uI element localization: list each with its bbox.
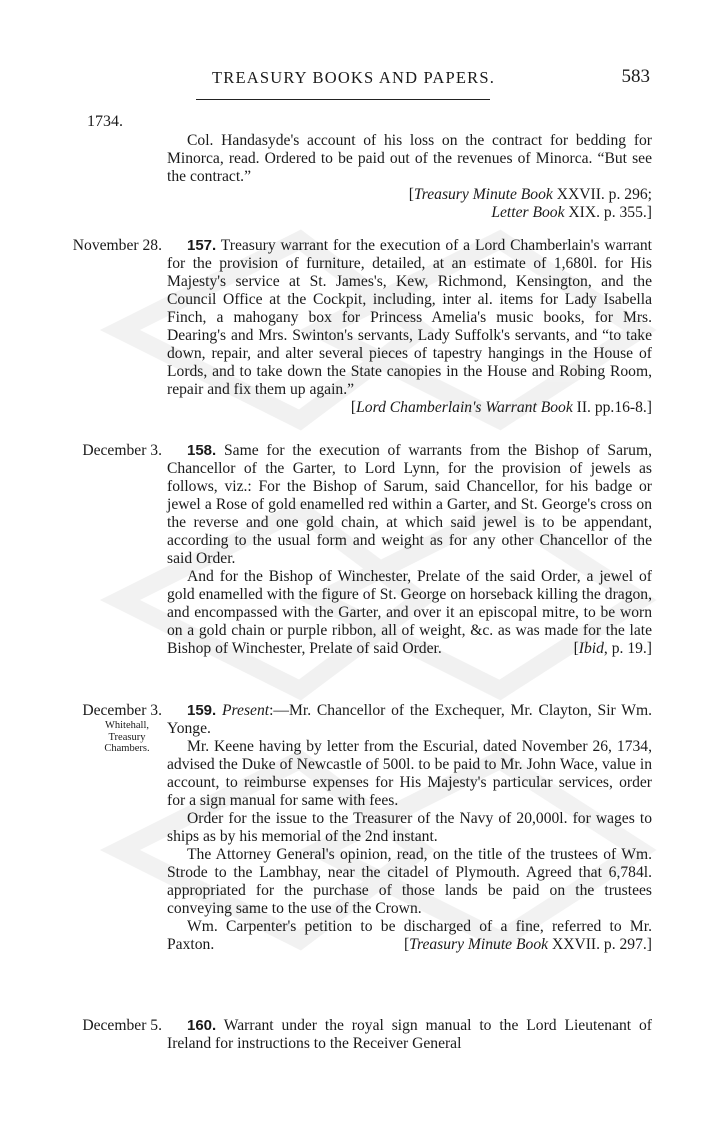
entry-number: 157. — [187, 237, 217, 254]
source-reference: [Treasury Minute Book XXVII. p. 296; — [408, 186, 652, 203]
entry-body — [167, 1017, 652, 1053]
entry-body — [167, 702, 652, 954]
paragraph: 157. Treasury warrant for the execution of a Lord Chamberlain's warrant for the provision of furniture, detailed, at an estimate of 1,680l. for His Majesty's service at St. James's, Kew, Richmond, Kensington, and the Council Office at the Cockpit, including, inter al. items for Lady Isabella Finch, a mahogany box for Princess Amelia's music books, for Mrs. Dearing's and Mrs. Swinton's servants, Lady Suffolk's servants, and “to take down, repair, and alter several pieces of tapestry hangings in the House of Lords, and to take down the State canopies in the House and Robing Room, repair and fix them up again.” — [167, 237, 653, 398]
header-rule — [196, 99, 490, 100]
page-header — [0, 66, 720, 94]
paragraph: The Attorney General's opinion, read, on the title of the trustees of Wm. Strode to the Lambhay, near the citadel of Plymouth. Agreed that 6,784l. appropriated for the purchase of those lands be paid on the trustees conveying same to the use of the Crown. — [167, 846, 652, 917]
source-title: Ibid — [578, 640, 604, 657]
entry-date: December 3. — [82, 442, 162, 459]
entry-date: November 28. — [72, 237, 162, 254]
running-title: TREASURY BOOKS AND PAPERS. — [212, 68, 496, 87]
paragraph: 158. Same for the execution of warrants from the Bishop of Sarum, Chancellor of the Garter, to Lord Lynn, for the provision of jewels as follows, viz.: For the Bishop of Sarum, said Chancellor, for his badge or jewel a Rose of gold enamelled red within a Garter, and St. George's cross on the reverse and one gold chain, at which said jewel is to be appendant, according to the usual form and weight as for any other Chancellor of the said Order. — [167, 442, 653, 567]
source-reference: Letter Book XIX. p. 355.] — [491, 204, 652, 221]
source-reference: [Treasury Minute Book XXVII. p. 297.] — [403, 936, 652, 953]
paragraph: 160. Warrant under the royal sign manual to the Lord Lieutenant of Ireland for instructions to the Receiver General — [167, 1017, 652, 1052]
entry-body — [167, 237, 652, 417]
source-title: Treasury Minute Book — [409, 936, 549, 953]
source-reference: [Ibid, p. 19.] — [573, 640, 652, 657]
paragraph: Wm. Carpenter's petition to be discharged of a fine, referred to Mr. Paxton. [Treasury Minute Book XXVII. p. 297.] — [167, 918, 652, 953]
page-number: 583 — [621, 66, 650, 87]
entry-date: December 3. Whitehall, Treasury Chambers. — [82, 702, 162, 754]
entry-body — [167, 132, 652, 222]
source-title: Treasury Minute Book — [413, 186, 553, 203]
paragraph: 159. Present:—Mr. Chancellor of the Exchequer, Mr. Clayton, Sir Wm. Yonge. — [167, 702, 652, 737]
source-title: Letter Book — [491, 204, 565, 221]
entry-location: Whitehall, Treasury Chambers. — [104, 720, 150, 754]
source-title: Lord Chamberlain's Warrant Book — [356, 399, 573, 416]
paragraph: Mr. Keene having by letter from the Escurial, dated November 26, 1734, advised the Duke of Newcastle of 500l. to be paid to Mr. John Wace, value in account, to reimburse expenses for His Majesty's particular services, order for a sign manual for same with fees. — [167, 738, 652, 809]
paragraph: Order for the issue to the Treasurer of the Navy of 20,000l. for wages to ships as by his memorial of the 2nd instant. — [167, 810, 652, 845]
year-label: 1734. — [87, 113, 123, 130]
entry-number: 160. — [187, 1017, 217, 1034]
entry-number: 158. — [187, 442, 217, 459]
entry-date: December 5. — [82, 1017, 162, 1034]
paragraph: And for the Bishop of Winchester, Prelate of the said Order, a jewel of gold enamelled with the figure of St. George on horseback killing the dragon, and encompassed with the Garter, and over it an episcopal mitre, to be worn on a gold chain or purple ribbon, all of weight, &c. as was made for the late Bishop of Winchester, Prelate of said Order. [Ibid, p. 19.] — [167, 568, 652, 657]
entry-number: 159. — [187, 702, 217, 719]
source-reference: [Lord Chamberlain's Warrant Book II. pp.16-8.] — [350, 399, 652, 416]
entry-body — [167, 442, 652, 658]
paragraph: Col. Handasyde's account of his loss on the contract for bedding for Minorca, read. Ordered to be paid out of the revenues of Minorca. “But see the contract.” — [167, 132, 652, 185]
present-label: Present — [222, 702, 270, 719]
